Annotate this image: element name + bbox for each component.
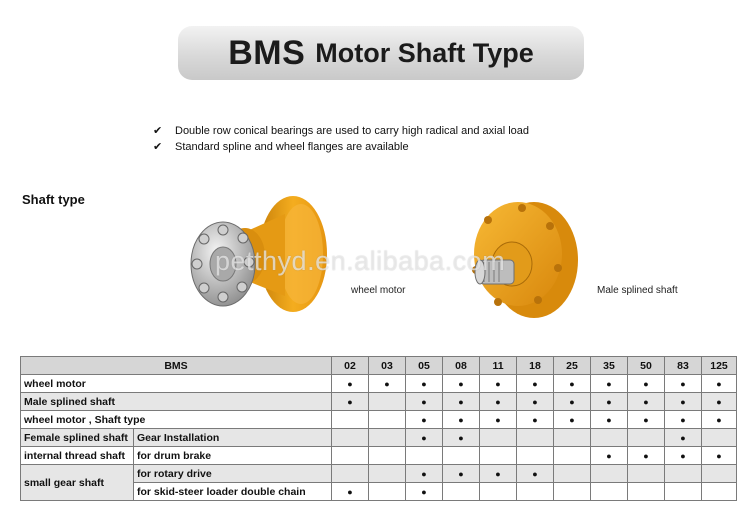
availability-dot: ● [406,375,443,393]
empty-cell [554,483,591,501]
empty-cell [332,465,369,483]
table-header-row [21,357,737,375]
availability-dot: ● [332,375,369,393]
availability-dot: ● [665,447,702,465]
column-header: 02 [332,357,369,375]
empty-cell [554,465,591,483]
availability-dot: ● [665,375,702,393]
availability-dot: ● [517,465,554,483]
row-label: Male splined shaft [21,393,332,411]
availability-dot: ● [554,411,591,429]
empty-cell [369,393,406,411]
empty-cell [628,483,665,501]
row-sublabel: Gear Installation [134,429,332,447]
availability-dot: ● [332,393,369,411]
availability-dot: ● [628,411,665,429]
availability-dot: ● [702,393,737,411]
empty-cell [517,429,554,447]
availability-dot: ● [591,447,628,465]
empty-cell [369,429,406,447]
availability-dot: ● [480,375,517,393]
table-row [21,375,737,393]
empty-cell [554,429,591,447]
availability-dot: ● [628,393,665,411]
availability-dot: ● [480,411,517,429]
availability-dot: ● [332,483,369,501]
row-label: internal thread shaft [21,447,134,465]
column-header: 11 [480,357,517,375]
empty-cell [702,429,737,447]
availability-dot: ● [554,375,591,393]
table-row [21,465,737,483]
column-header: 08 [443,357,480,375]
row-sublabel: for drum brake [134,447,332,465]
empty-cell [480,483,517,501]
row-label: wheel motor , Shaft type [21,411,332,429]
row-sublabel: for rotary drive [134,465,332,483]
availability-dot: ● [554,393,591,411]
availability-dot: ● [443,375,480,393]
availability-dot: ● [443,393,480,411]
male-splined-shaft-caption: Male splined shaft [597,285,678,296]
availability-dot: ● [406,483,443,501]
empty-cell [702,465,737,483]
empty-cell [369,447,406,465]
check-icon: ✔ [153,125,163,137]
empty-cell [554,447,591,465]
empty-cell [369,465,406,483]
empty-cell [628,429,665,447]
availability-dot: ● [406,465,443,483]
row-label: small gear shaft [21,465,134,501]
wheel-motor-caption: wheel motor [351,285,406,296]
availability-dot: ● [702,411,737,429]
row-label: Female splined shaft [21,429,134,447]
availability-dot: ● [369,375,406,393]
title-brand: BMS [228,33,306,72]
availability-dot: ● [443,429,480,447]
feature-text: Standard spline and wheel flanges are available [175,141,409,153]
column-header: 35 [591,357,628,375]
empty-cell [628,465,665,483]
availability-dot: ● [517,393,554,411]
availability-dot: ● [665,393,702,411]
availability-dot: ● [628,375,665,393]
shaft-spec-table [20,356,737,501]
availability-dot: ● [665,429,702,447]
empty-cell [369,483,406,501]
column-header: 125 [702,357,737,375]
empty-cell [332,429,369,447]
empty-cell [702,483,737,501]
feature-item [153,123,529,139]
empty-cell [665,483,702,501]
availability-dot: ● [628,447,665,465]
column-header: 03 [369,357,406,375]
table-row [21,447,737,465]
availability-dot: ● [702,447,737,465]
column-header: 05 [406,357,443,375]
availability-dot: ● [702,375,737,393]
empty-cell [332,411,369,429]
table-row [21,393,737,411]
column-header: 18 [517,357,554,375]
row-sublabel: for skid-steer loader double chain [134,483,332,501]
availability-dot: ● [406,393,443,411]
empty-cell [406,447,443,465]
empty-cell [443,483,480,501]
check-icon: ✔ [153,141,163,153]
availability-dot: ● [517,375,554,393]
empty-cell [480,447,517,465]
row-label: wheel motor [21,375,332,393]
empty-cell [369,411,406,429]
feature-item [153,139,529,155]
empty-cell [591,465,628,483]
watermark: petthyd.en.alibaba.com [215,246,506,276]
feature-text: Double row conical bearings are used to carry high radical and axial load [175,125,530,137]
table-body [21,375,737,501]
empty-cell [665,465,702,483]
empty-cell [517,447,554,465]
availability-dot: ● [591,393,628,411]
availability-dot: ● [406,411,443,429]
title-text: Motor Shaft Type [315,37,534,68]
availability-dot: ● [480,465,517,483]
empty-cell [443,447,480,465]
column-header: 25 [554,357,591,375]
availability-dot: ● [591,375,628,393]
title-banner [178,26,584,80]
feature-list [153,123,529,155]
availability-dot: ● [443,465,480,483]
availability-dot: ● [443,411,480,429]
empty-cell [517,483,554,501]
shaft-type-heading: Shaft type [22,192,85,207]
availability-dot: ● [480,393,517,411]
availability-dot: ● [406,429,443,447]
column-header: 83 [665,357,702,375]
availability-dot: ● [665,411,702,429]
column-header: 50 [628,357,665,375]
table-row [21,429,737,447]
empty-cell [591,429,628,447]
header-label: BMS [21,357,332,375]
empty-cell [591,483,628,501]
availability-dot: ● [591,411,628,429]
table-row [21,411,737,429]
availability-dot: ● [517,411,554,429]
empty-cell [332,447,369,465]
empty-cell [480,429,517,447]
